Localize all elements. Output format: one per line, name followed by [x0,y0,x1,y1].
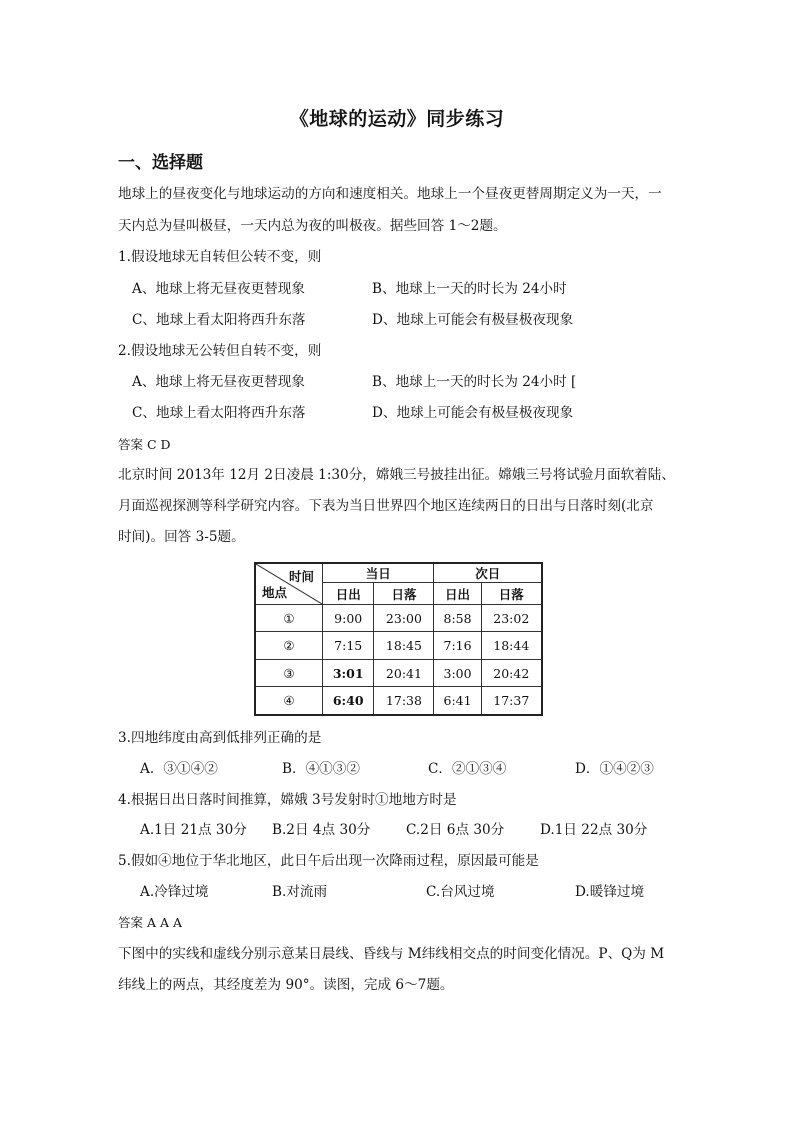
intro-paragraph-line: 月面巡视探测等科学研究内容。下表为当日世界四个地区连续两日的日出与日落时刻(北京 [118,498,654,514]
q2-option-b: B、地球上一天的时长为 24小时 [ [372,374,577,390]
intro-paragraph-line: 纬线上的两点，其经度差为 90°。读图，完成 6～7题。 [118,977,454,993]
time-cell: 17:37 [481,687,542,715]
place-cell: ③ [255,659,323,686]
table-row [255,632,542,659]
group-header-today: 当日 [323,563,434,583]
q4-option-b: B.2日 4点 30分 [272,822,371,838]
table-row [255,659,542,686]
time-cell: 3:01 [323,659,374,686]
section-heading: 一、选择题 [118,153,203,173]
q3-option-c: C．②①③④ [428,761,507,777]
question-3-stem: 3.四地纬度由高到低排列正确的是 [118,730,322,746]
q2-option-a: A、地球上将无昼夜更替现象 [132,374,305,390]
intro-paragraph-line: 天内总为昼叫极昼，一天内总为夜的叫极夜。据些回答 1～2题。 [118,218,507,234]
page-title: 《地球的运动》同步练习 [289,108,505,130]
q2-option-c: C、地球上看太阳将西升东落 [132,405,306,421]
q1-option-c: C、地球上看太阳将西升东落 [132,312,306,328]
q1-option-d: D、地球上可能会有极昼极夜现象 [372,312,574,328]
intro-paragraph-line: 时间)。回答 3-5题。 [118,529,245,545]
question-1-stem: 1.假设地球无自转但公转不变，则 [118,249,322,265]
q5-option-d: D.暖锋过境 [575,884,645,900]
question-2-stem: 2.假设地球无公转但自转不变，则 [118,343,322,359]
question-5-stem: 5.假如④地位于华北地区，此日午后出现一次降雨过程，原因最可能是 [118,853,539,869]
q5-option-b: B.对流雨 [272,884,328,900]
q3-option-d: D．①④②③ [575,761,654,777]
table-row [255,687,542,715]
time-cell: 7:15 [323,632,374,659]
q3-option-a: A．③①④② [140,761,218,777]
table-corner-cell [255,563,323,605]
group-header-next-day: 次日 [434,563,542,583]
q5-option-a: A.冷锋过境 [140,884,209,900]
sub-header-sunset: 日落 [374,583,434,605]
place-cell: ④ [255,687,323,715]
intro-paragraph-line: 下图中的实线和虚线分别示意某日晨线、昏线与 M纬线相交点的时间变化情况。P、Q为 M [118,946,665,962]
time-cell: 6:41 [434,687,481,715]
q4-option-c: C.2日 6点 30分 [406,822,505,838]
sub-header-sunrise: 日出 [434,583,481,605]
time-cell: 8:58 [434,605,481,632]
time-cell: 20:42 [481,659,542,686]
time-cell: 9:00 [323,605,374,632]
time-cell: 17:38 [374,687,434,715]
q4-option-a: A.1日 21点 30分 [140,822,247,838]
q2-option-d: D、地球上可能会有极昼极夜现象 [372,405,574,421]
time-cell: 7:16 [434,632,481,659]
place-cell: ① [255,605,323,632]
answer-line: 答案 C D [118,437,171,452]
table-row [255,605,542,632]
intro-paragraph-line: 北京时间 2013年 12月 2日凌晨 1:30分，嫦娥三号披挂出征。嫦娥三号将试验月面软着陆、 [118,467,675,483]
corner-label-time: 时间 [288,569,314,584]
question-4-stem: 4.根据日出日落时间推算，嫦娥 3号发射时①地地方时是 [118,792,457,808]
time-cell: 23:02 [481,605,542,632]
sunrise-sunset-table [254,562,543,716]
q1-option-b: B、地球上一天的时长为 24小时 [372,281,567,297]
time-cell: 23:00 [374,605,434,632]
q3-option-b: B．④①③② [282,761,360,777]
time-cell: 3:00 [434,659,481,686]
place-cell: ② [255,632,323,659]
sub-header-sunset: 日落 [481,583,542,605]
time-cell: 18:45 [374,632,434,659]
q1-option-a: A、地球上将无昼夜更替现象 [132,281,305,297]
corner-label-place: 地点 [262,585,288,600]
sub-header-sunrise: 日出 [323,583,374,605]
answer-line: 答案 A A A [118,915,183,930]
time-cell: 20:41 [374,659,434,686]
q4-option-d: D.1日 22点 30分 [540,822,648,838]
q5-option-c: C.台风过境 [426,884,495,900]
intro-paragraph-line: 地球上的昼夜变化与地球运动的方向和速度相关。地球上一个昼夜更替周期定义为一天，一 [118,186,662,202]
time-cell: 6:40 [323,687,374,715]
time-cell: 18:44 [481,632,542,659]
